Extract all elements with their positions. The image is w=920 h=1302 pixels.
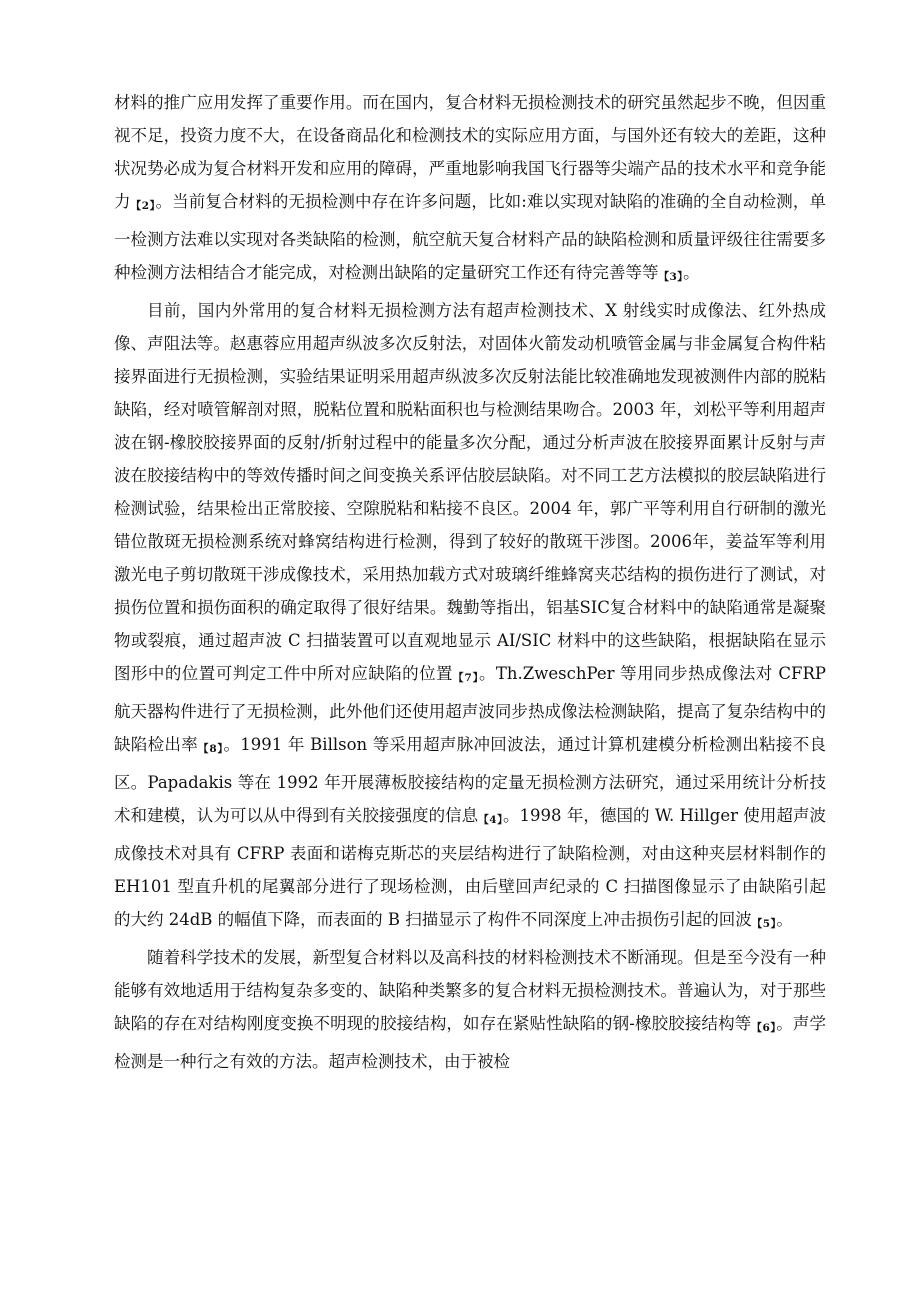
citation-marker: 【4】 xyxy=(478,814,503,826)
paragraph-1 xyxy=(114,86,826,294)
paragraph-text: 。 xyxy=(776,910,793,929)
paragraph-text: 。当前复合材料的无损检测中存在许多问题，比如:难以实现对缺陷的准确的全自动检测，单一检测方法难以实现对各类缺陷的检测，航空航天复合材料产品的缺陷检测和质量评级往往需要多种检测方法相结合才能完成，对检测出缺陷的定量研究工作还有待完善等等 xyxy=(114,192,827,282)
citation-marker: 【8】 xyxy=(198,743,224,755)
citation-marker: 【7】 xyxy=(453,672,479,684)
paragraph-text: 。1998 年，德国的 W. Hillger 使用超声波成像技术对具有 CFRP 表面和诺梅克斯芯的夹层结构进行了缺陷检测，对由这种夹层材料制作的 EH101 型直升机的尾翼部分进行了现场检测，由后壁回声纪录的 C 扫描图像显示了由缺陷引起的大约 24dB 的幅值下降，而表面的 B 扫描显示了构件不同深度上冲击损伤引起的回波 xyxy=(114,806,827,929)
paragraph-2 xyxy=(114,294,826,941)
paragraph-text: 材料的推广应用发挥了重要作用。而在国内，复合材料无损检测技术的研究虽然起步不晚，但因重视不足，投资力度不大，在设备商品化和检测技术的实际应用方面，与国外还有较大的差距，这种状况势必成为复合材料开发和应用的障碍，严重地影响我国飞行器等尖端产品的技术水平和竞争能力 xyxy=(114,93,826,211)
paragraph-text: 。声学检测是一种行之有效的方法。超声检测技术，由于被检 xyxy=(114,1014,826,1071)
paragraph-text: 。1991 年 Billson 等采用超声脉冲回波法，通过计算机建模分析检测出粘接不良区。Papadakis 等在 1992 年开展薄板胶接结构的定量无损检测方法研究，通过采用统计分析技术和建模，认为可以从中得到有关胶接强度的信息 xyxy=(114,735,827,825)
document-page xyxy=(114,86,826,1078)
paragraph-text: 。 xyxy=(683,263,700,282)
citation-marker: 【5】 xyxy=(751,918,777,930)
citation-marker: 【6】 xyxy=(751,1022,777,1034)
paragraph-text: 随着科学技术的发展，新型复合材料以及高科技的材料检测技术不断涌现。但是至今没有一种能够有效地适用于结构复杂多变的、缺陷种类繁多的复合材料无损检测技术。普遍认为，对于那些缺陷的存在对结构刚度变换不明现的胶接结构，如存在紧贴性缺陷的钢-橡胶胶接结构等 xyxy=(114,948,826,1033)
paragraph-text: 。Th.ZweschPer 等用同步热成像法对 CFRP 航天器构件进行了无损检测，此外他们还使用超声波同步热成像法检测缺陷，提高了复杂结构中的缺陷检出率 xyxy=(114,664,827,754)
citation-marker: 【3】 xyxy=(658,271,684,283)
paragraph-text: 目前，国内外常用的复合材料无损检测方法有超声检测技术、X 射线实时成像法、红外热成像、声阻法等。赵惠蓉应用超声纵波多次反射法，对固体火箭发动机喷管金属与非金属复合构件粘接界面进行无损检测，实验结果证明采用超声纵波多次反射法能比较准确地发现被测件内部的脱粘缺陷，经对喷管解剖对照，脱粘位置和脱粘面积也与检测结果吻合。2003 年，刘松平等利用超声波在钢-橡胶胶接界面的反射/折射过程中的能量多次分配，通过分析声波在胶接界面累计反射与声波在胶接结构中的等效传播时间之间变换关系评估胶层缺陷。对不同工艺方法模拟的胶层缺陷进行检测试验，结果检出正常胶接、空隙脱粘和粘接不良区。2004 年，郭广平等利用自行研制的激光错位散斑无损检测系统对蜂窝结构进行检测，得到了较好的散斑干涉图。2006年，姜益军等利用激光电子剪切散斑干涉成像技术，采用热加载方式对玻璃纤维蜂窝夹芯结构的损伤进行了测试，对损伤位置和损伤面积的确定取得了很好结果。魏勤等指出，铝基SIC复合材料中的缺陷通常是凝聚物或裂痕，通过超声波 C 扫描装置可以直观地显示 AI/SIC 材料中的这些缺陷，根据缺陷在显示图形中的位置可判定工件中所对应缺陷的位置 xyxy=(114,301,826,683)
citation-marker: 【2】 xyxy=(130,200,156,212)
paragraph-3 xyxy=(114,941,826,1078)
